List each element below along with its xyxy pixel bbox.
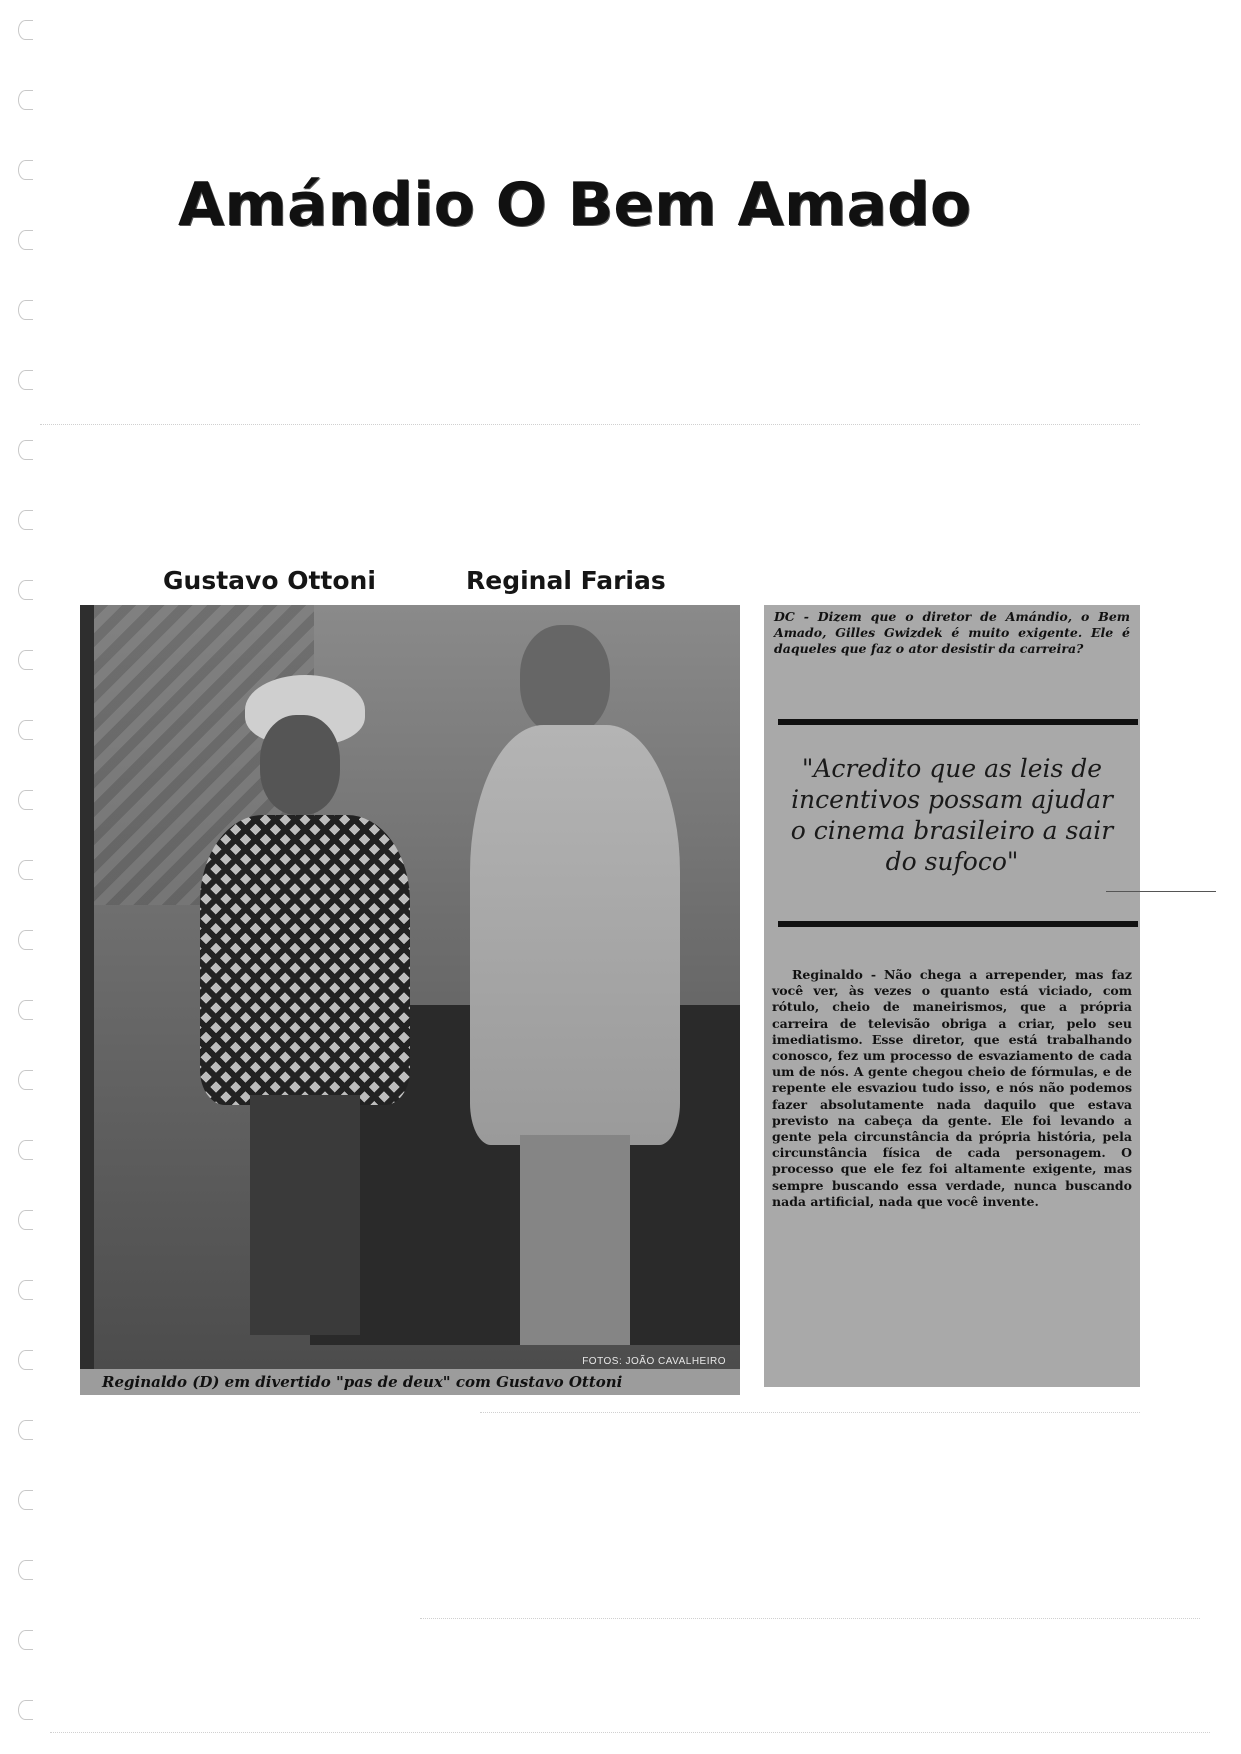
binder-holes <box>12 20 42 1740</box>
binder-ring <box>18 1000 33 1020</box>
binder-ring <box>18 860 33 880</box>
page-title: Amándio O Bem Amado <box>178 170 972 240</box>
binder-ring <box>18 930 33 950</box>
interview-column <box>764 605 1140 1387</box>
legs-shape <box>520 1135 630 1345</box>
binder-ring <box>18 1490 33 1510</box>
binder-ring <box>18 20 33 40</box>
binder-ring <box>18 160 33 180</box>
binder-ring <box>18 1350 33 1370</box>
binder-ring <box>18 1070 33 1090</box>
photo-caption: Reginaldo (D) em divertido "pas de deux" com Gustavo Ottoni <box>102 1373 623 1391</box>
interview-answer: Reginaldo - Não chega a arrepender, mas faz você ver, às vezes o quanto está viciado, com rótulo, cheio de maneirismos, que a própria carreira de televisão obriga a criar, pelo seu imediatismo. Esse diretor, que está trabalhando conosco, fez um processo de esvaziamento de cada um de nós. A gente chegou cheio de fórmulas, e de repente ele esvaziou tudo isso, e nós não podemos fazer absolutamente nada daquilo que estava previsto na cabeça da gente. Ele foi levando a gente pela circunstância da própria história, pela circunstância física de cada personagem. O processo que ele fez foi altamente exigente, mas sempre buscando essa verdade, nunca buscando nada artificial, nada que você invente. <box>772 967 1132 1209</box>
binder-ring <box>18 1140 33 1160</box>
checkered-coat-shape <box>200 815 410 1105</box>
pull-quote: "Acredito que as leis de incentivos possam ajudar o cinema brasileiro a sair do sufoco" <box>790 754 1114 876</box>
person-left-figure <box>150 675 450 1335</box>
photo-border <box>80 605 94 1395</box>
binder-ring <box>18 1560 33 1580</box>
binder-ring <box>18 1280 33 1300</box>
head-shape <box>260 715 340 815</box>
scan-artifact-line <box>480 1412 1140 1413</box>
scan-artifact-line <box>50 1732 1210 1733</box>
binder-ring <box>18 650 33 670</box>
divider-rule-top <box>778 719 1138 725</box>
binder-ring <box>18 1420 33 1440</box>
binder-ring <box>18 440 33 460</box>
binder-ring <box>18 90 33 110</box>
divider-rule-bottom <box>778 921 1138 927</box>
binder-ring <box>18 580 33 600</box>
binder-ring <box>18 300 33 320</box>
binder-ring <box>18 1210 33 1230</box>
binder-ring <box>18 1700 33 1720</box>
head-shape <box>520 625 610 735</box>
person-right-figure <box>460 625 690 1355</box>
binder-ring <box>18 790 33 810</box>
scan-artifact-line <box>40 424 1140 425</box>
legs-shape <box>250 1095 360 1335</box>
scan-artifact-line <box>420 1618 1200 1619</box>
photograph <box>80 605 740 1395</box>
photo-credit: FOTOS: JOÃO CAVALHEIRO <box>582 1356 726 1367</box>
interview-question: DC - Dizem que o diretor de Amándio, o Bem Amado, Gilles Gwizdek é muito exigente. Ele é daqueles que faz o ator desistir da carreira? <box>774 609 1130 656</box>
name-label-right: Reginal Farias <box>466 566 666 595</box>
binder-ring <box>18 510 33 530</box>
light-coat-shape <box>470 725 680 1145</box>
name-label-left: Gustavo Ottoni <box>163 566 376 595</box>
binder-ring <box>18 1630 33 1650</box>
binder-ring <box>18 230 33 250</box>
binder-ring <box>18 370 33 390</box>
margin-pointer-line <box>1106 891 1216 892</box>
binder-ring <box>18 720 33 740</box>
